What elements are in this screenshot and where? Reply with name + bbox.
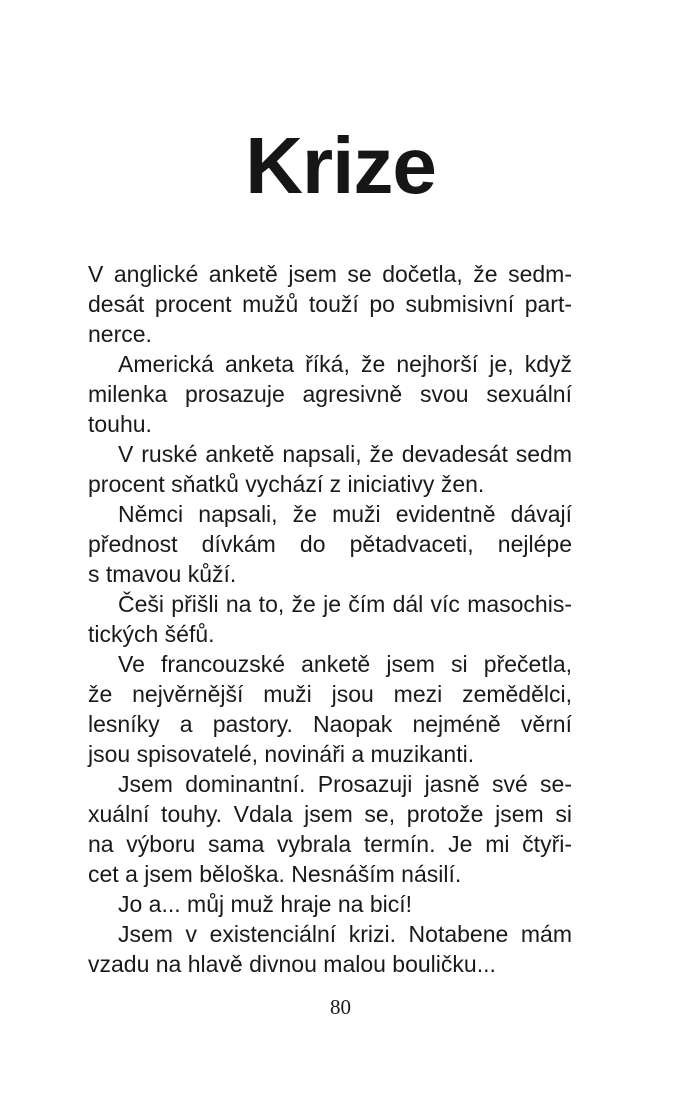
paragraph <box>88 349 572 439</box>
text-line: V ruské anketě napsali, že devadesát sedm <box>118 441 572 467</box>
paragraph <box>88 919 572 979</box>
text-line: xuální touhy. Vdala jsem se, protože jsem si <box>88 801 572 827</box>
text-line: tických šéfů. <box>88 621 215 647</box>
paragraph <box>88 439 572 499</box>
text-line: jsou spisovatelé, novináři a muzikanti. <box>88 741 475 767</box>
text-line: touhu. <box>88 411 152 437</box>
text-line: cet a jsem běloška. Nesnáším násilí. <box>88 861 462 887</box>
paragraph <box>88 649 572 769</box>
text-line: nerce. <box>88 321 152 347</box>
chapter-title: Krize <box>245 121 436 210</box>
text-line: Jsem v existenciální krizi. Notabene mám <box>118 921 572 947</box>
text-line: milenka prosazuje agresivně svou sexuální <box>88 381 572 407</box>
text-line: na výboru sama vybrala termín. Je mi čtyři- <box>88 831 572 857</box>
text-line: lesníky a pastory. Naopak nejméně věrní <box>88 711 572 737</box>
text-line: V anglické anketě jsem se dočetla, že sedm- <box>88 261 572 287</box>
text-line: s tmavou kůží. <box>88 561 237 587</box>
text-line: vzadu na hlavě divnou malou bouličku... <box>88 951 496 977</box>
text-line: Češi přišli na to, že je čím dál víc masochis- <box>118 591 572 617</box>
text-line: Jo a... můj muž hraje na bicí! <box>118 891 413 917</box>
body-text <box>88 259 572 979</box>
text-line: Americká anketa říká, že nejhorší je, když <box>118 351 572 377</box>
paragraph <box>88 499 572 589</box>
text-line: desát procent mužů touží po submisivní part- <box>88 291 572 317</box>
paragraph <box>88 769 572 889</box>
paragraph <box>88 889 572 919</box>
text-line: že nejvěrnější muži jsou mezi zemědělci, <box>88 681 572 707</box>
text-line: Jsem dominantní. Prosazuji jasně své se- <box>118 771 572 797</box>
text-line: procent sňatků vychází z iniciativy žen. <box>88 471 485 497</box>
text-line: Němci napsali, že muži evidentně dávají <box>118 501 572 527</box>
text-line: přednost dívkám do pětadvaceti, nejlépe <box>88 531 572 557</box>
paragraph <box>88 259 572 349</box>
paragraph <box>88 589 572 649</box>
page-number: 80 <box>330 995 351 1019</box>
text-line: Ve francouzské anketě jsem si přečetla, <box>118 651 572 677</box>
